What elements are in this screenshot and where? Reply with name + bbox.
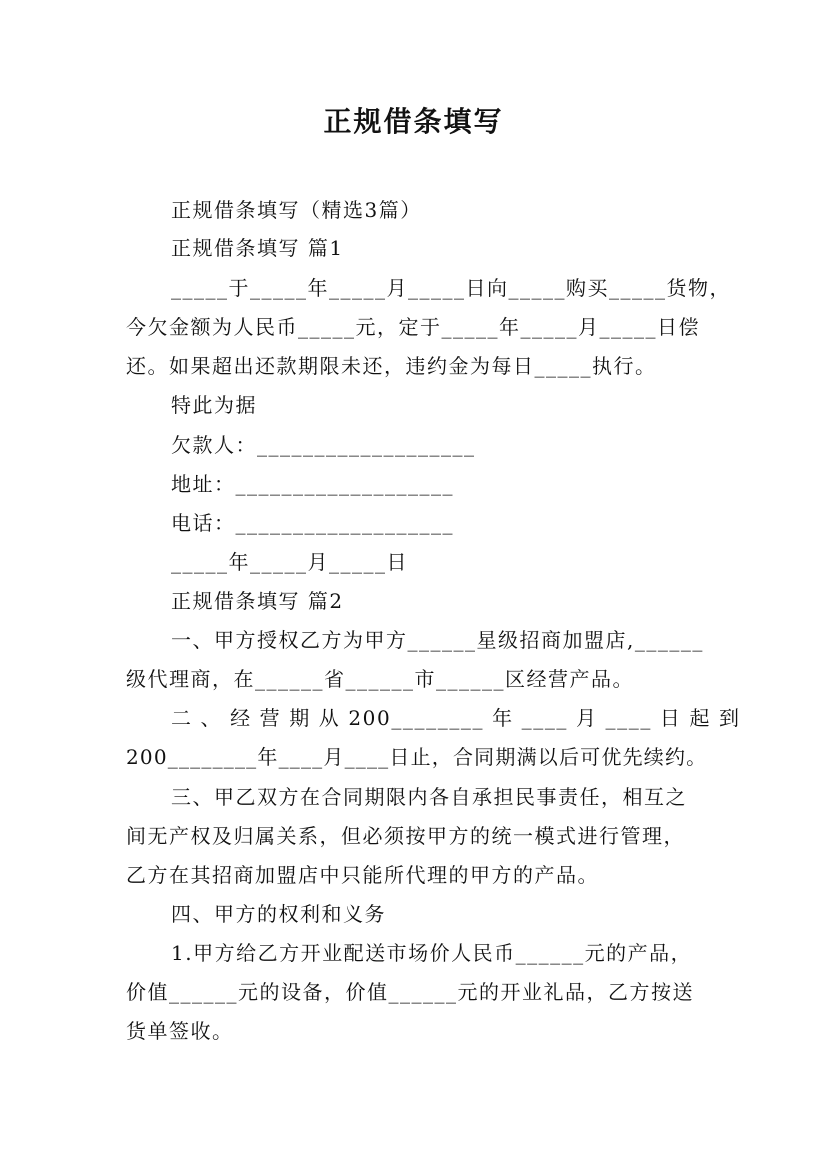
paragraph-line: 级代理商，在______省______市______区经营产品。 bbox=[126, 667, 634, 691]
section-heading-1: 正规借条填写 篇1 bbox=[171, 236, 344, 260]
paragraph-line: _____于_____年_____月_____日向_____购买_____货物， bbox=[171, 276, 731, 300]
date-field: _____年_____月_____日 bbox=[171, 550, 408, 574]
paragraph-line: 货单签收。 bbox=[126, 1019, 234, 1043]
subtitle: 正规借条填写（精选3篇） bbox=[171, 198, 422, 222]
phone-field: 电话：___________________ bbox=[171, 511, 454, 535]
paragraph-line: 乙方在其招商加盟店中只能所代理的甲方的产品。 bbox=[126, 863, 599, 887]
paragraph-line: 200________年____月____日止，合同期满以后可优先续约。 bbox=[126, 745, 708, 769]
paragraph-line: 四、甲方的权利和义务 bbox=[171, 902, 386, 926]
paragraph-line: 特此为据 bbox=[171, 393, 257, 417]
document-title: 正规借条填写 bbox=[323, 105, 504, 138]
paragraph-line: 间无产权及归属关系，但必须按甲方的统一模式进行管理， bbox=[126, 824, 685, 848]
paragraph-line: 价值______元的设备，价值______元的开业礼品，乙方按送 bbox=[126, 980, 694, 1004]
paragraph-line: 一、甲方授权乙方为甲方______星级招商加盟店,______ bbox=[171, 628, 704, 652]
paragraph-line: 今欠金额为人民币_____元，定于_____年_____月_____日偿 bbox=[126, 315, 700, 339]
paragraph-line: 二 、 经 营 期 从 200________ 年 ____ 月 ____ 日 起 到 bbox=[171, 706, 741, 730]
paragraph-line: 还。如果超出还款期限未还，违约金为每日_____执行。 bbox=[126, 354, 657, 378]
debtor-field: 欠款人：___________________ bbox=[171, 433, 476, 457]
paragraph-line: 1.甲方给乙方开业配送市场价人民币______元的产品， bbox=[171, 941, 693, 965]
paragraph-line: 三、甲乙双方在合同期限内各自承担民事责任，相互之 bbox=[171, 785, 687, 809]
address-field: 地址：___________________ bbox=[171, 472, 454, 496]
section-heading-2: 正规借条填写 篇2 bbox=[171, 589, 344, 613]
